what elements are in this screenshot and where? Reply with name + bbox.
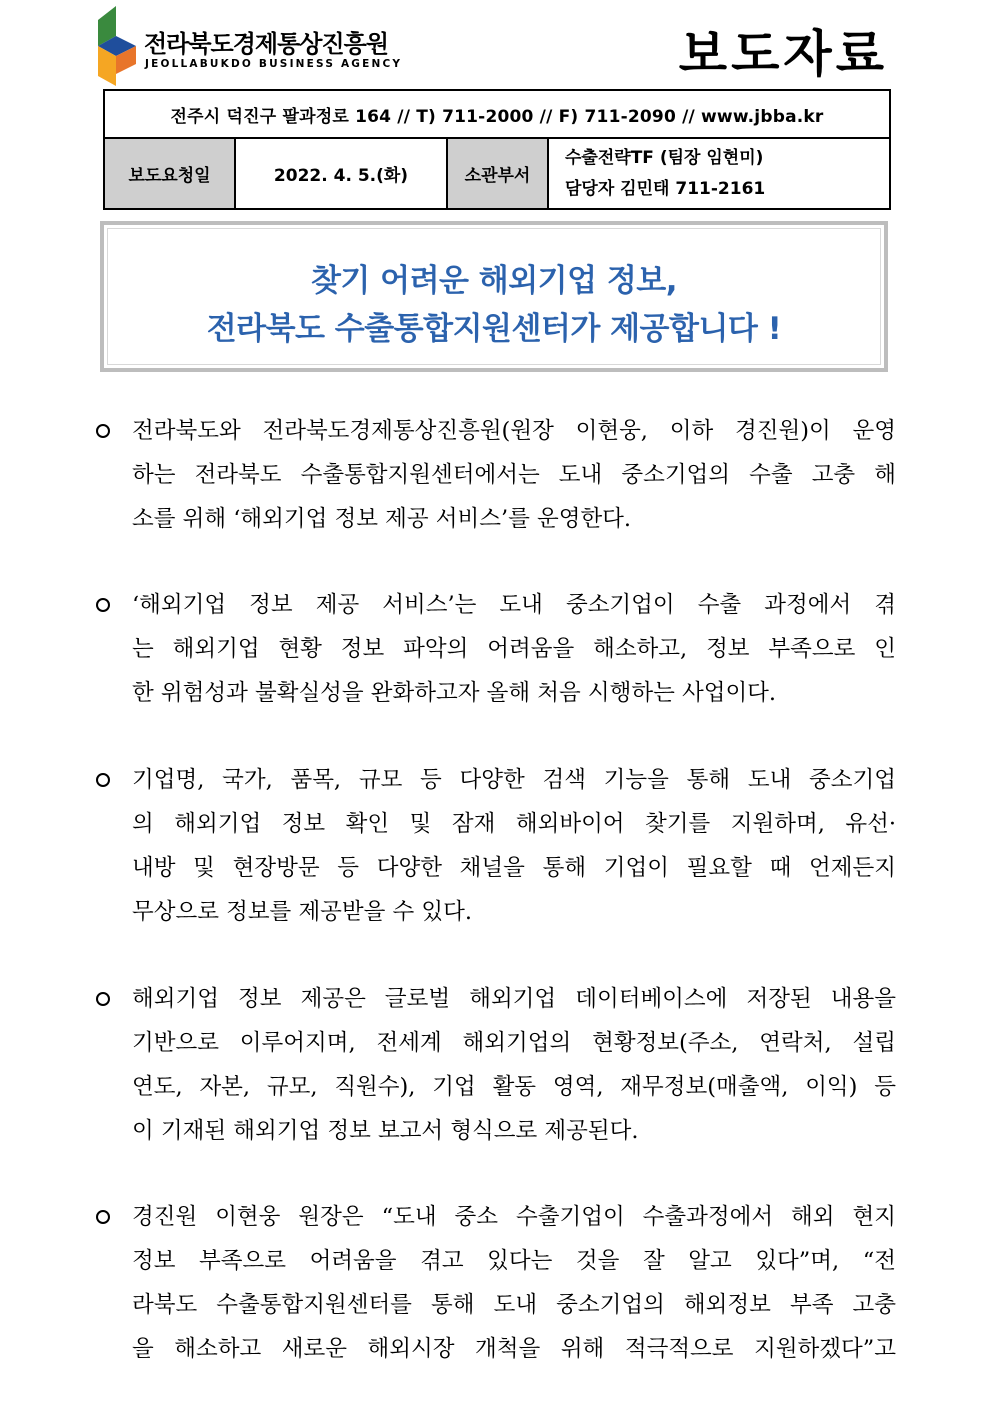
org-name-ko: 전라북도경제통상진흥원 (144, 30, 389, 58)
paragraph-line: 기업명, 국가, 품목, 규모 등 다양한 검색 기능을 통해 도내 중소기업 (132, 767, 896, 793)
paragraph-line: 기반으로 이루어지며, 전세계 해외기업의 현황정보(주소, 연락처, 설립 (132, 1030, 896, 1056)
paragraph-line: ‘해외기업 정보 제공 서비스’는 도내 중소기업이 수출 과정에서 겪 (132, 592, 896, 618)
org-logo (92, 6, 403, 88)
circle-bullet-icon (96, 1210, 110, 1224)
paragraph-line: 해외기업 정보 제공은 글로벌 해외기업 데이터베이스에 저장된 내용을 (132, 986, 896, 1012)
org-logo-mark-icon (92, 6, 140, 88)
headline-line-2: 전라북도 수출통합지원센터가 제공합니다 ! (206, 311, 782, 347)
headline-box (100, 221, 888, 372)
paragraph-line: 정보 부족으로 어려움을 겪고 있다는 것을 잘 알고 있다”며, “전 (132, 1248, 896, 1274)
paragraph-line: 이 기재된 해외기업 정보 보고서 형식으로 제공된다. (132, 1118, 639, 1144)
headline-line-1: 찾기 어려운 해외기업 정보, (310, 263, 678, 299)
document-type: 보도자료 (678, 25, 888, 83)
paragraph-line: 전라북도와 전라북도경제통상진흥원(원장 이현웅, 이하 경진원)이 운영 (132, 418, 896, 444)
paragraph-line: 무상으로 정보를 제공받을 수 있다. (132, 899, 473, 925)
department-label: 소관부서 (447, 138, 548, 209)
paragraph-line: 연도, 자본, 규모, 직원수), 기업 활동 영역, 재무정보(매출액, 이익) 등 (132, 1074, 896, 1100)
request-date-label: 보도요청일 (104, 138, 235, 209)
org-name-en: JEOLLABUKDO BUSINESS AGENCY (145, 58, 403, 70)
paragraph-line: 을 해소하고 새로운 해외시장 개척을 위해 적극적으로 지원하겠다”고 (132, 1336, 896, 1362)
circle-bullet-icon (96, 598, 110, 612)
paragraph-line: 는 해외기업 현황 정보 파악의 어려움을 해소하고, 정보 부족으로 인 (132, 636, 896, 662)
press-info-table (103, 89, 891, 210)
circle-bullet-icon (96, 992, 110, 1006)
department-contact: 담당자 김민태 711-2161 (565, 178, 766, 199)
department-team: 수출전략TF (팀장 임현미) (565, 147, 764, 168)
paragraph-line: 한 위험성과 불확실성을 완화하고자 올해 처음 시행하는 사업이다. (132, 680, 777, 706)
paragraph-line: 경진원 이현웅 원장은 “도내 중소 수출기업이 수출과정에서 해외 현지 (132, 1204, 896, 1230)
paragraph-line: 내방 및 현장방문 등 다양한 채널을 통해 기업이 필요할 때 언제든지 (132, 855, 896, 881)
department-info (548, 138, 890, 209)
paragraph-line: 의 해외기업 정보 확인 및 잠재 해외바이어 찾기를 지원하며, 유선· (132, 811, 896, 837)
request-date-value: 2022. 4. 5.(화) (235, 138, 447, 209)
paragraph-line: 라북도 수출통합지원센터를 통해 도내 중소기업의 해외정보 부족 고충 (132, 1292, 896, 1318)
paragraph-line: 하는 전라북도 수출통합지원센터에서는 도내 중소기업의 수출 고충 해 (132, 462, 896, 488)
circle-bullet-icon (96, 424, 110, 438)
paragraph-line: 소를 위해 ‘해외기업 정보 제공 서비스’를 운영한다. (132, 506, 632, 532)
contact-line: 전주시 덕진구 팔과정로 164 // T) 711-2000 // F) 711-2090 // www.jbba.kr (104, 90, 890, 138)
circle-bullet-icon (96, 773, 110, 787)
